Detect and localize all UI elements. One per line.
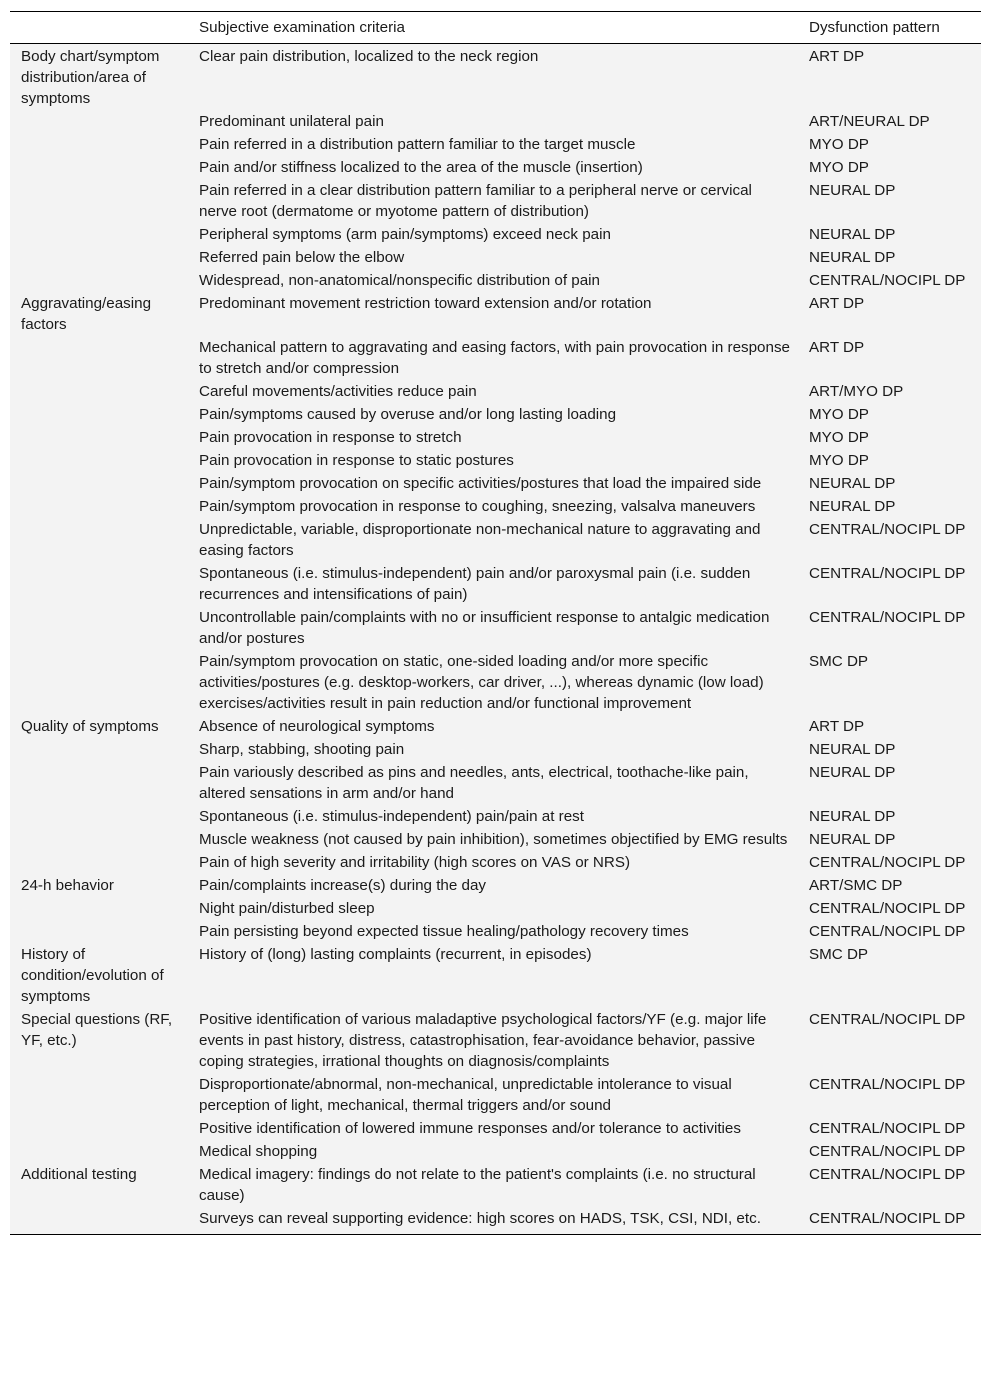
criterion-cell: Disproportionate/abnormal, non-mechanical, unpredictable intolerance to visual perception of light, mechanical, thermal triggers and/or sound [199, 1076, 732, 1114]
criterion-cell: Pain/symptom provocation on static, one-sided loading and/or more specific activities/postures (e.g. desktop-workers, car driver, ...), whereas dynamic (low load) exercises/activities result in pain reduction and/or functional improvement [199, 653, 764, 712]
category-cell [10, 449, 188, 472]
category-cell [10, 606, 188, 650]
pattern-cell: CENTRAL/NOCIPL DP [809, 854, 966, 871]
table-row [10, 246, 981, 269]
table-header [10, 12, 981, 44]
pattern-cell: MYO DP [809, 406, 869, 423]
criterion-cell: Referred pain below the elbow [199, 249, 405, 266]
pattern-cell: ART/NEURAL DP [809, 113, 930, 130]
pattern-cell: CENTRAL/NOCIPL DP [809, 1166, 966, 1183]
category-cell: 24-h behavior [21, 877, 114, 894]
pattern-cell: NEURAL DP [809, 741, 896, 758]
criterion-cell: Pain persisting beyond expected tissue healing/pathology recovery times [199, 923, 689, 940]
table-row [10, 738, 981, 761]
category-cell [10, 851, 188, 874]
category-cell [10, 920, 188, 943]
pattern-cell: MYO DP [809, 452, 869, 469]
pattern-cell: CENTRAL/NOCIPL DP [809, 1076, 966, 1093]
pattern-cell: CENTRAL/NOCIPL DP [809, 923, 966, 940]
table-row [10, 1117, 981, 1140]
pattern-cell: NEURAL DP [809, 475, 896, 492]
header-pattern: Dysfunction pattern [799, 12, 981, 44]
category-cell [10, 246, 188, 269]
table-row [10, 562, 981, 606]
category-cell [10, 495, 188, 518]
pattern-cell: NEURAL DP [809, 808, 896, 825]
pattern-cell: CENTRAL/NOCIPL DP [809, 272, 966, 289]
criterion-cell: Positive identification of various maladaptive psychological factors/YF (e.g. major life events in past history, distress, catastrophisation, fear-avoidance behavior, passive coping strategies, irrational thoughts on diagnosis/complaints [199, 1011, 767, 1070]
category-cell [10, 1073, 188, 1117]
criterion-cell: Pain referred in a clear distribution pattern familiar to a peripheral nerve or cervical nerve root (dermatome or myotome pattern of distribution) [199, 182, 752, 220]
criterion-cell: History of (long) lasting complaints (recurrent, in episodes) [199, 946, 592, 963]
criterion-cell: Medical imagery: findings do not relate to the patient's complaints (i.e. no structural cause) [199, 1166, 756, 1204]
category-cell [10, 403, 188, 426]
table-row [10, 897, 981, 920]
pattern-cell: CENTRAL/NOCIPL DP [799, 1207, 981, 1235]
pattern-cell: NEURAL DP [809, 182, 896, 199]
category-cell [10, 828, 188, 851]
category-cell [10, 179, 188, 223]
criterion-cell: Pain referred in a distribution pattern familiar to the target muscle [199, 136, 636, 153]
table-row [10, 874, 981, 897]
pattern-cell: MYO DP [809, 159, 869, 176]
table-row [10, 518, 981, 562]
pattern-cell: ART DP [809, 48, 865, 65]
table-row [10, 606, 981, 650]
table-row [10, 403, 981, 426]
table-row [10, 472, 981, 495]
category-cell [10, 1207, 188, 1235]
pattern-cell: ART/MYO DP [809, 383, 904, 400]
table-row [10, 761, 981, 805]
category-cell: Special questions (RF, YF, etc.) [21, 1011, 173, 1049]
table-row [10, 380, 981, 403]
criterion-cell: Muscle weakness (not caused by pain inhibition), sometimes objectified by EMG results [199, 831, 788, 848]
pattern-cell: CENTRAL/NOCIPL DP [809, 609, 966, 626]
criterion-cell: Pain provocation in response to static postures [199, 452, 514, 469]
criterion-cell: Mechanical pattern to aggravating and easing factors, with pain provocation in response to stretch and/or compression [199, 339, 790, 377]
table-row [10, 805, 981, 828]
criterion-cell: Uncontrollable pain/complaints with no or insufficient response to antalgic medication and/or postures [199, 609, 770, 647]
pattern-cell: NEURAL DP [809, 831, 896, 848]
category-cell [10, 426, 188, 449]
pattern-cell: CENTRAL/NOCIPL DP [809, 1143, 966, 1160]
criterion-cell: Predominant movement restriction toward extension and/or rotation [199, 295, 652, 312]
category-cell [10, 110, 188, 133]
category-cell [10, 472, 188, 495]
table-row [10, 179, 981, 223]
pattern-cell: CENTRAL/NOCIPL DP [809, 1011, 966, 1028]
pattern-cell: ART/SMC DP [809, 877, 903, 894]
criterion-cell: Pain provocation in response to stretch [199, 429, 462, 446]
category-cell [10, 897, 188, 920]
table-row [10, 292, 981, 336]
criterion-cell: Positive identification of lowered immune responses and/or tolerance to activities [199, 1120, 741, 1137]
table-row [10, 851, 981, 874]
pattern-cell: CENTRAL/NOCIPL DP [809, 1120, 966, 1137]
table-row [10, 223, 981, 246]
table-row [10, 650, 981, 715]
category-cell [10, 269, 188, 292]
pattern-cell: CENTRAL/NOCIPL DP [809, 900, 966, 917]
category-cell [10, 156, 188, 179]
table-body [10, 44, 981, 1235]
criterion-cell: Peripheral symptoms (arm pain/symptoms) exceed neck pain [199, 226, 611, 243]
criterion-cell: Spontaneous (i.e. stimulus-independent) pain/pain at rest [199, 808, 584, 825]
table-row [10, 156, 981, 179]
pattern-cell: SMC DP [809, 653, 869, 670]
category-cell: Additional testing [21, 1166, 137, 1183]
pattern-cell: SMC DP [809, 946, 869, 963]
header-row [10, 12, 981, 44]
pattern-cell: ART DP [809, 718, 865, 735]
criterion-cell: Pain of high severity and irritability (high scores on VAS or NRS) [199, 854, 631, 871]
pattern-cell: ART DP [809, 339, 865, 356]
category-cell [10, 738, 188, 761]
table-row [10, 1073, 981, 1117]
category-cell: Aggravating/easing factors [21, 295, 152, 333]
category-cell [10, 1140, 188, 1163]
category-cell: Body chart/symptom distribution/area of symptoms [21, 48, 160, 107]
pattern-cell: CENTRAL/NOCIPL DP [809, 565, 966, 582]
criteria-table [10, 11, 981, 1235]
table-row [10, 828, 981, 851]
pattern-cell: MYO DP [809, 136, 869, 153]
criterion-cell: Unpredictable, variable, disproportionate non-mechanical nature to aggravating and easing factors [199, 521, 761, 559]
pattern-cell: NEURAL DP [809, 249, 896, 266]
table-row [10, 943, 981, 1008]
criterion-cell: Spontaneous (i.e. stimulus-independent) pain and/or paroxysmal pain (i.e. sudden recurrences and intensifications of pain) [199, 565, 751, 603]
table-row [10, 920, 981, 943]
table-row [10, 1008, 981, 1073]
criterion-cell: Widespread, non-anatomical/nonspecific distribution of pain [199, 272, 601, 289]
category-cell [10, 133, 188, 156]
header-category [10, 12, 188, 44]
table-row [10, 269, 981, 292]
criterion-cell: Surveys can reveal supporting evidence: high scores on HADS, TSK, CSI, NDI, etc. [188, 1207, 799, 1235]
criterion-cell: Medical shopping [199, 1143, 318, 1160]
pattern-cell: CENTRAL/NOCIPL DP [809, 521, 966, 538]
category-cell [10, 562, 188, 606]
table-row [10, 133, 981, 156]
category-cell [10, 805, 188, 828]
criterion-cell: Absence of neurological symptoms [199, 718, 435, 735]
table-row [10, 1207, 981, 1235]
table-row [10, 44, 981, 111]
pattern-cell: NEURAL DP [809, 498, 896, 515]
category-cell [10, 380, 188, 403]
category-cell: History of condition/evolution of symptoms [21, 946, 164, 1005]
criterion-cell: Pain/symptoms caused by overuse and/or long lasting loading [199, 406, 617, 423]
criterion-cell: Careful movements/activities reduce pain [199, 383, 477, 400]
pattern-cell: NEURAL DP [809, 764, 896, 781]
criterion-cell: Pain/symptom provocation in response to coughing, sneezing, valsalva maneuvers [199, 498, 756, 515]
category-cell [10, 223, 188, 246]
table-row [10, 426, 981, 449]
criterion-cell: Sharp, stabbing, shooting pain [199, 741, 405, 758]
pattern-cell: NEURAL DP [809, 226, 896, 243]
pattern-cell: ART DP [809, 295, 865, 312]
table-row [10, 715, 981, 738]
criterion-cell: Pain variously described as pins and needles, ants, electrical, toothache-like pain, altered sensations in arm and/or hand [199, 764, 749, 802]
table-row [10, 449, 981, 472]
criterion-cell: Night pain/disturbed sleep [199, 900, 375, 917]
header-criteria: Subjective examination criteria [188, 12, 799, 44]
table-row [10, 110, 981, 133]
criterion-cell: Pain and/or stiffness localized to the area of the muscle (insertion) [199, 159, 643, 176]
table-row [10, 1140, 981, 1163]
criterion-cell: Pain/complaints increase(s) during the day [199, 877, 487, 894]
table-row [10, 495, 981, 518]
criterion-cell: Pain/symptom provocation on specific activities/postures that load the impaired side [199, 475, 762, 492]
category-cell [10, 336, 188, 380]
criterion-cell: Clear pain distribution, localized to the neck region [199, 48, 539, 65]
category-cell: Quality of symptoms [21, 718, 159, 735]
category-cell [10, 1117, 188, 1140]
pattern-cell: MYO DP [809, 429, 869, 446]
category-cell [10, 518, 188, 562]
table-row [10, 336, 981, 380]
criterion-cell: Predominant unilateral pain [199, 113, 384, 130]
category-cell [10, 761, 188, 805]
table-row [10, 1163, 981, 1207]
category-cell [10, 650, 188, 715]
